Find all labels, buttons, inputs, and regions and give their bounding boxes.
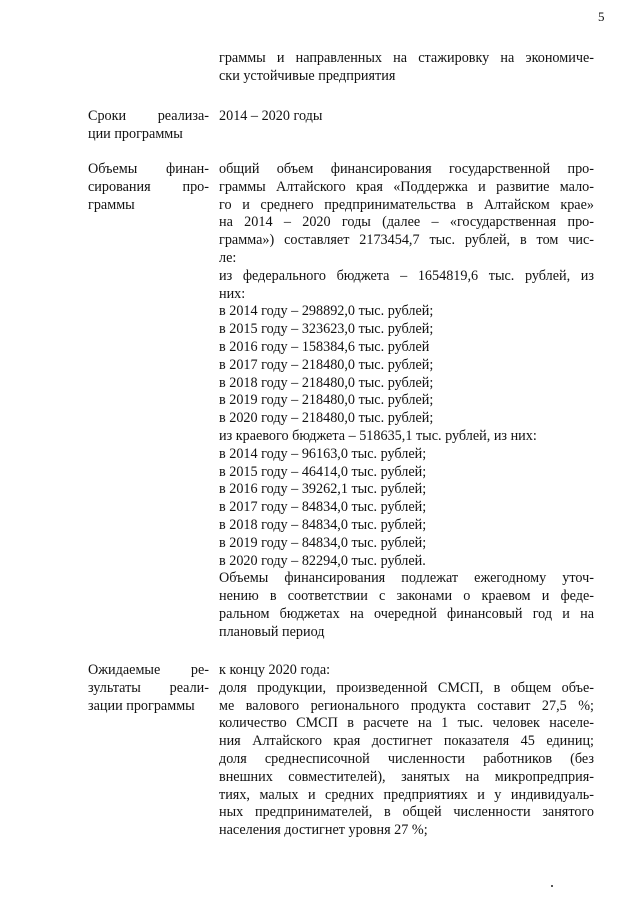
content-line: в 2016 году – 158384,6 тыс. рублей xyxy=(219,338,430,355)
results-content xyxy=(219,662,594,840)
content-line: из краевого бюджета – 518635,1 тыс. рублей, из них: xyxy=(219,427,537,444)
content-line: количество СМСП в расчете на 1 тыс. человек населе- xyxy=(219,715,594,732)
content-line: нению в соответствии с законами о краевом и феде- xyxy=(219,588,594,605)
content-line: в 2014 году – 298892,0 тыс. рублей; xyxy=(219,303,434,320)
scan-speck xyxy=(551,885,553,887)
results-label xyxy=(88,662,209,715)
content-line: го и среднего предпринимательства в Алтайском крае» xyxy=(219,196,594,213)
funding-label xyxy=(88,161,209,214)
page-number: 5 xyxy=(598,9,605,24)
content-line: к концу 2020 года: xyxy=(219,662,331,678)
timeline-label xyxy=(88,108,209,144)
content-line: в 2019 году – 218480,0 тыс. рублей; xyxy=(219,392,434,409)
intro-line: граммы и направленных на стажировку на экономиче- xyxy=(219,50,594,66)
label-line: Сроки реализа- xyxy=(88,108,209,124)
content-line: Объемы финансирования подлежат ежегодному уточ- xyxy=(219,570,594,587)
content-line: ле: xyxy=(219,249,237,266)
content-line: ных предпринимателей, в общей численности занятого xyxy=(219,804,594,821)
content-line: тиях, малых и средних предприятиях и у индивидуаль- xyxy=(219,786,594,803)
label-line: Объемы финан- xyxy=(88,161,209,177)
content-line: в 2020 году – 82294,0 тыс. рублей. xyxy=(219,552,426,569)
content-line: в 2017 году – 84834,0 тыс. рублей; xyxy=(219,499,427,516)
content-line: на 2014 – 2020 годы (далее – «государственная про- xyxy=(219,214,594,231)
content-line: населения достигнет уровня 27 %; xyxy=(219,822,428,839)
label-line: граммы xyxy=(88,196,135,213)
content-line: внешних совместителей), занятых на микропредприя- xyxy=(219,768,594,785)
content-line: в 2015 году – 323623,0 тыс. рублей; xyxy=(219,321,434,338)
content-line: них: xyxy=(219,285,246,302)
content-line: из федерального бюджета – 1654819,6 тыс. рублей, из xyxy=(219,267,594,284)
content-line: ме валового регионального продукта составит 27,5 %; xyxy=(219,697,594,714)
content-line: общий объем финансирования государственной про- xyxy=(219,161,594,177)
content-line: в 2014 году – 96163,0 тыс. рублей; xyxy=(219,445,427,462)
label-line: ции программы xyxy=(88,125,183,142)
label-line: зации программы xyxy=(88,697,195,714)
intro-line: ски устойчивые предприятия xyxy=(219,67,396,84)
intro-text xyxy=(219,50,594,86)
timeline-content xyxy=(219,108,594,126)
content-line: доля среднесписочной численности работников (без xyxy=(219,750,594,767)
funding-content xyxy=(219,161,594,642)
content-line: ния Алтайского края достигнет показателя 45 единиц; xyxy=(219,733,594,750)
label-line: сирования про- xyxy=(88,178,209,195)
content-line: грамма») составляет 2173454,7 тыс. рублей, в том чис- xyxy=(219,232,594,249)
content-line: в 2019 году – 84834,0 тыс. рублей; xyxy=(219,534,427,551)
content-line: ральном бюджетах на очередной финансовый год и на xyxy=(219,605,594,622)
content-line: в 2018 году – 218480,0 тыс. рублей; xyxy=(219,374,434,391)
content-line: граммы Алтайского края «Поддержка и развитие мало- xyxy=(219,178,594,195)
content-line: в 2016 году – 39262,1 тыс. рублей; xyxy=(219,481,427,498)
content-line: в 2020 году – 218480,0 тыс. рублей; xyxy=(219,410,434,427)
content-line: плановый период xyxy=(219,623,325,640)
content-line: 2014 – 2020 годы xyxy=(219,108,323,124)
label-line: Ожидаемые ре- xyxy=(88,662,209,678)
content-line: доля продукции, произведенной СМСП, в общем объе- xyxy=(219,679,594,696)
label-line: зультаты реали- xyxy=(88,679,209,696)
content-line: в 2018 году – 84834,0 тыс. рублей; xyxy=(219,516,427,533)
content-line: в 2015 году – 46414,0 тыс. рублей; xyxy=(219,463,427,480)
content-line: в 2017 году – 218480,0 тыс. рублей; xyxy=(219,356,434,373)
